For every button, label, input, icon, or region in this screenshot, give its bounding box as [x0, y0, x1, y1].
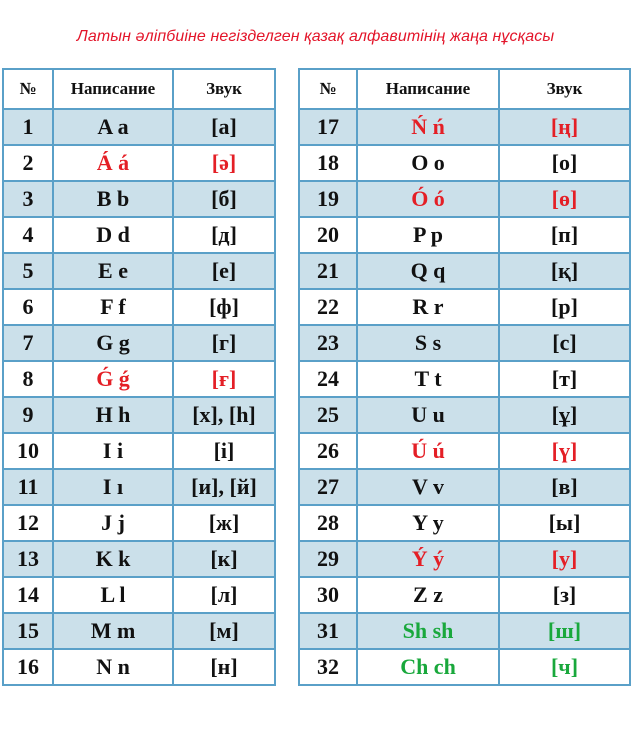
letter-spelling: I ı: [53, 469, 173, 505]
letter-number: 7: [3, 325, 53, 361]
letter-spelling: K k: [53, 541, 173, 577]
letter-spelling: H h: [53, 397, 173, 433]
right-table-body: [299, 109, 630, 685]
letter-sound: [в]: [499, 469, 630, 505]
letter-spelling: V v: [357, 469, 499, 505]
letter-number: 2: [3, 145, 53, 181]
letter-number: 25: [299, 397, 357, 433]
letter-spelling: A a: [53, 109, 173, 145]
table-row: [299, 217, 630, 253]
table-row: [3, 649, 275, 685]
letter-spelling: S s: [357, 325, 499, 361]
letter-sound: [ы]: [499, 505, 630, 541]
table-row: [299, 181, 630, 217]
letter-spelling: Ch ch: [357, 649, 499, 685]
letter-number: 29: [299, 541, 357, 577]
letter-sound: [т]: [499, 361, 630, 397]
table-row: [3, 217, 275, 253]
letter-number: 12: [3, 505, 53, 541]
table-row: [299, 469, 630, 505]
letter-spelling: O o: [357, 145, 499, 181]
table-row: [3, 109, 275, 145]
letter-sound: [п]: [499, 217, 630, 253]
letter-number: 28: [299, 505, 357, 541]
table-row: [299, 397, 630, 433]
letter-number: 32: [299, 649, 357, 685]
table-row: [3, 505, 275, 541]
letter-spelling: I i: [53, 433, 173, 469]
letter-number: 11: [3, 469, 53, 505]
letter-number: 27: [299, 469, 357, 505]
table-row: [299, 109, 630, 145]
letter-spelling: Y y: [357, 505, 499, 541]
table-row: [3, 397, 275, 433]
table-row: [3, 181, 275, 217]
letter-spelling: Z z: [357, 577, 499, 613]
letter-sound: [ч]: [499, 649, 630, 685]
table-header-row: [3, 69, 275, 109]
table-row: [299, 289, 630, 325]
letter-sound: [н]: [173, 649, 275, 685]
letter-spelling: Ó ó: [357, 181, 499, 217]
letter-sound: [е]: [173, 253, 275, 289]
alphabet-table-right: [298, 68, 631, 686]
letter-spelling: Ý ý: [357, 541, 499, 577]
letter-number: 5: [3, 253, 53, 289]
table-row: [3, 577, 275, 613]
letter-sound: [р]: [499, 289, 630, 325]
letter-sound: [ф]: [173, 289, 275, 325]
table-row: [3, 145, 275, 181]
letter-spelling: Sh sh: [357, 613, 499, 649]
letter-sound: [х], [h]: [173, 397, 275, 433]
letter-spelling: Q q: [357, 253, 499, 289]
table-row: [299, 145, 630, 181]
letter-number: 19: [299, 181, 357, 217]
letter-sound: [г]: [173, 325, 275, 361]
table-row: [3, 325, 275, 361]
letter-sound: [ұ]: [499, 397, 630, 433]
letter-spelling: Ń ń: [357, 109, 499, 145]
letter-spelling: E e: [53, 253, 173, 289]
table-row: [299, 577, 630, 613]
letter-number: 31: [299, 613, 357, 649]
letter-spelling: B b: [53, 181, 173, 217]
alphabet-table-left: [2, 68, 276, 686]
header-spelling: Написание: [53, 69, 173, 109]
letter-sound: [ш]: [499, 613, 630, 649]
letter-number: 9: [3, 397, 53, 433]
letter-sound: [к]: [173, 541, 275, 577]
letter-spelling: L l: [53, 577, 173, 613]
table-row: [299, 505, 630, 541]
letter-sound: [і]: [173, 433, 275, 469]
letter-spelling: G g: [53, 325, 173, 361]
letter-spelling: D d: [53, 217, 173, 253]
letter-number: 4: [3, 217, 53, 253]
letter-sound: [ү]: [499, 433, 630, 469]
letter-sound: [ө]: [499, 181, 630, 217]
letter-sound: [о]: [499, 145, 630, 181]
letter-spelling: Ǵ ǵ: [53, 361, 173, 397]
table-header-row: [299, 69, 630, 109]
table-row: [299, 325, 630, 361]
letter-sound: [ғ]: [173, 361, 275, 397]
letter-spelling: M m: [53, 613, 173, 649]
letter-number: 10: [3, 433, 53, 469]
letter-spelling: J j: [53, 505, 173, 541]
letter-number: 16: [3, 649, 53, 685]
letter-number: 8: [3, 361, 53, 397]
letter-number: 1: [3, 109, 53, 145]
letter-sound: [а]: [173, 109, 275, 145]
table-row: [3, 253, 275, 289]
letter-spelling: U u: [357, 397, 499, 433]
table-row: [3, 433, 275, 469]
letter-spelling: N n: [53, 649, 173, 685]
letter-spelling: F f: [53, 289, 173, 325]
letter-sound: [м]: [173, 613, 275, 649]
letter-number: 13: [3, 541, 53, 577]
letter-sound: [л]: [173, 577, 275, 613]
table-row: [299, 613, 630, 649]
table-row: [299, 649, 630, 685]
letter-number: 24: [299, 361, 357, 397]
letter-number: 22: [299, 289, 357, 325]
table-row: [299, 253, 630, 289]
header-number: №: [3, 69, 53, 109]
table-row: [299, 541, 630, 577]
letter-sound: [д]: [173, 217, 275, 253]
letter-sound: [ә]: [173, 145, 275, 181]
letter-spelling: Ú ú: [357, 433, 499, 469]
header-sound: Звук: [173, 69, 275, 109]
left-table-body: [3, 109, 275, 685]
table-row: [299, 361, 630, 397]
letter-spelling: R r: [357, 289, 499, 325]
letter-number: 23: [299, 325, 357, 361]
letter-spelling: P p: [357, 217, 499, 253]
letter-sound: [ң]: [499, 109, 630, 145]
letter-sound: [з]: [499, 577, 630, 613]
letter-number: 20: [299, 217, 357, 253]
header-spelling: Написание: [357, 69, 499, 109]
letter-number: 18: [299, 145, 357, 181]
table-row: [3, 541, 275, 577]
table-row: [3, 469, 275, 505]
letter-number: 21: [299, 253, 357, 289]
letter-sound: [у]: [499, 541, 630, 577]
header-number: №: [299, 69, 357, 109]
letter-number: 15: [3, 613, 53, 649]
letter-number: 26: [299, 433, 357, 469]
letter-spelling: Á á: [53, 145, 173, 181]
header-sound: Звук: [499, 69, 630, 109]
letter-sound: [қ]: [499, 253, 630, 289]
letter-number: 14: [3, 577, 53, 613]
table-row: [3, 361, 275, 397]
table-row: [3, 613, 275, 649]
page-title: Латын әліпбиіне негізделген қазақ алфавитінің жаңа нұсқасы: [76, 28, 555, 45]
letter-sound: [ж]: [173, 505, 275, 541]
letter-number: 30: [299, 577, 357, 613]
letter-number: 6: [3, 289, 53, 325]
letter-sound: [с]: [499, 325, 630, 361]
letter-number: 3: [3, 181, 53, 217]
table-row: [299, 433, 630, 469]
letter-sound: [и], [й]: [173, 469, 275, 505]
letter-spelling: T t: [357, 361, 499, 397]
letter-sound: [б]: [173, 181, 275, 217]
table-row: [3, 289, 275, 325]
letter-number: 17: [299, 109, 357, 145]
